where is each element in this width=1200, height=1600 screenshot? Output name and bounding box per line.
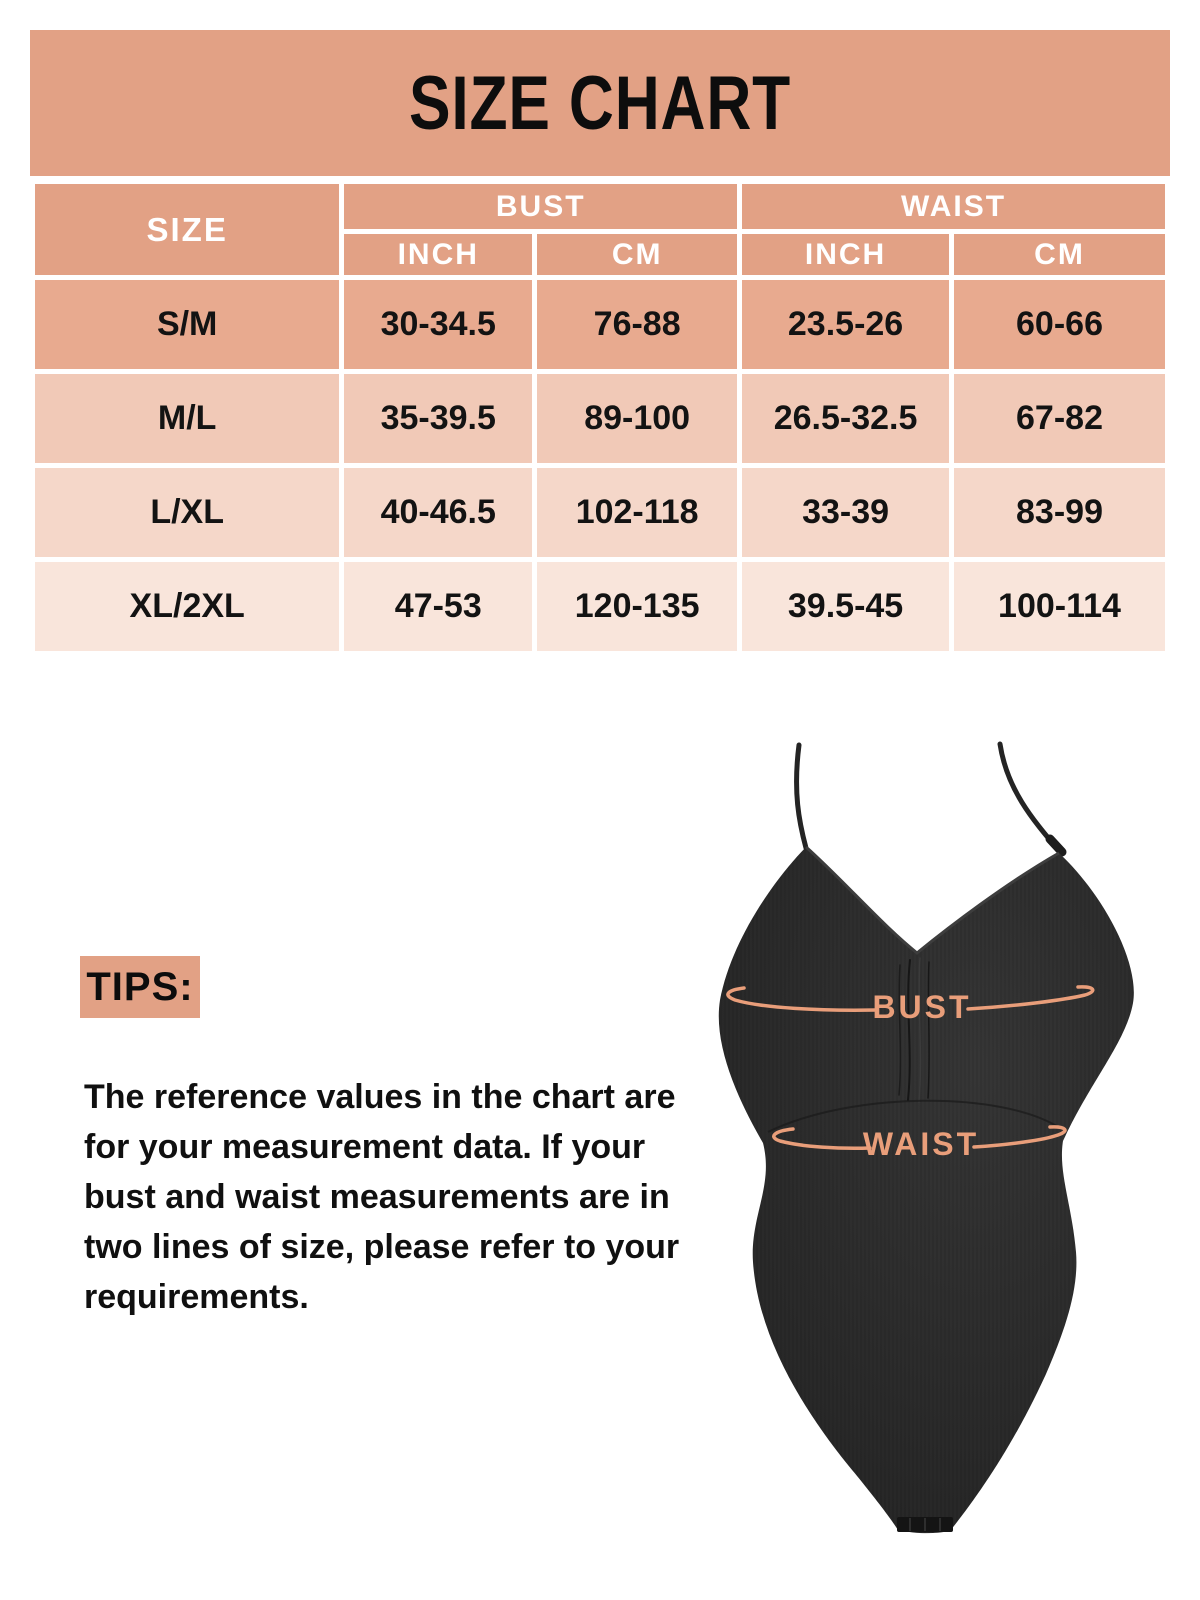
waist-label: WAIST — [862, 1126, 980, 1162]
cell-bust-cm: 120-135 — [535, 560, 740, 654]
strap-adjuster-icon — [1050, 839, 1062, 852]
cell-size: L/XL — [33, 466, 342, 560]
cell-waist-inch: 26.5-32.5 — [740, 372, 952, 466]
header-size: SIZE — [33, 182, 342, 278]
table-header-row — [33, 182, 1168, 232]
header-bust-cm: CM — [535, 232, 740, 278]
cell-waist-cm: 83-99 — [952, 466, 1168, 560]
cell-bust-inch: 30-34.5 — [342, 278, 535, 372]
cell-waist-inch: 23.5-26 — [740, 278, 952, 372]
bottom-clasp — [897, 1517, 953, 1532]
size-chart-table — [30, 179, 1170, 656]
tips-paragraph: The reference values in the chart are for your measurement data. If your bust and waist measurements are in two lines of size, please refer to your requirements. — [84, 1078, 680, 1316]
cell-waist-cm: 60-66 — [952, 278, 1168, 372]
cell-size: XL/2XL — [33, 560, 342, 654]
cell-size: M/L — [33, 372, 342, 466]
cell-bust-inch: 35-39.5 — [342, 372, 535, 466]
cell-waist-cm: 67-82 — [952, 372, 1168, 466]
left-strap — [797, 745, 806, 848]
cell-bust-inch: 40-46.5 — [342, 466, 535, 560]
cell-bust-cm: 89-100 — [535, 372, 740, 466]
table-row — [33, 372, 1168, 466]
table-row — [33, 278, 1168, 372]
header-waist-cm: CM — [952, 232, 1168, 278]
header-waist: WAIST — [740, 182, 1168, 232]
header-bust: BUST — [342, 182, 740, 232]
page-title: SIZE CHART — [408, 60, 792, 146]
cell-waist-inch: 39.5-45 — [740, 560, 952, 654]
table-row — [33, 560, 1168, 654]
cell-bust-inch: 47-53 — [342, 560, 535, 654]
cell-waist-inch: 33-39 — [740, 466, 952, 560]
cell-bust-cm: 76-88 — [535, 278, 740, 372]
cell-size: S/M — [33, 278, 342, 372]
bust-label: BUST — [872, 989, 972, 1025]
table-row — [33, 466, 1168, 560]
header-waist-inch: INCH — [740, 232, 952, 278]
title-band — [30, 30, 1170, 176]
tips-heading: TIPS: — [80, 956, 200, 1018]
bodysuit-figure — [620, 720, 1180, 1550]
cell-waist-cm: 100-114 — [952, 560, 1168, 654]
bodysuit-rib-texture — [719, 847, 1134, 1533]
cell-bust-cm: 102-118 — [535, 466, 740, 560]
header-bust-inch: INCH — [342, 232, 535, 278]
